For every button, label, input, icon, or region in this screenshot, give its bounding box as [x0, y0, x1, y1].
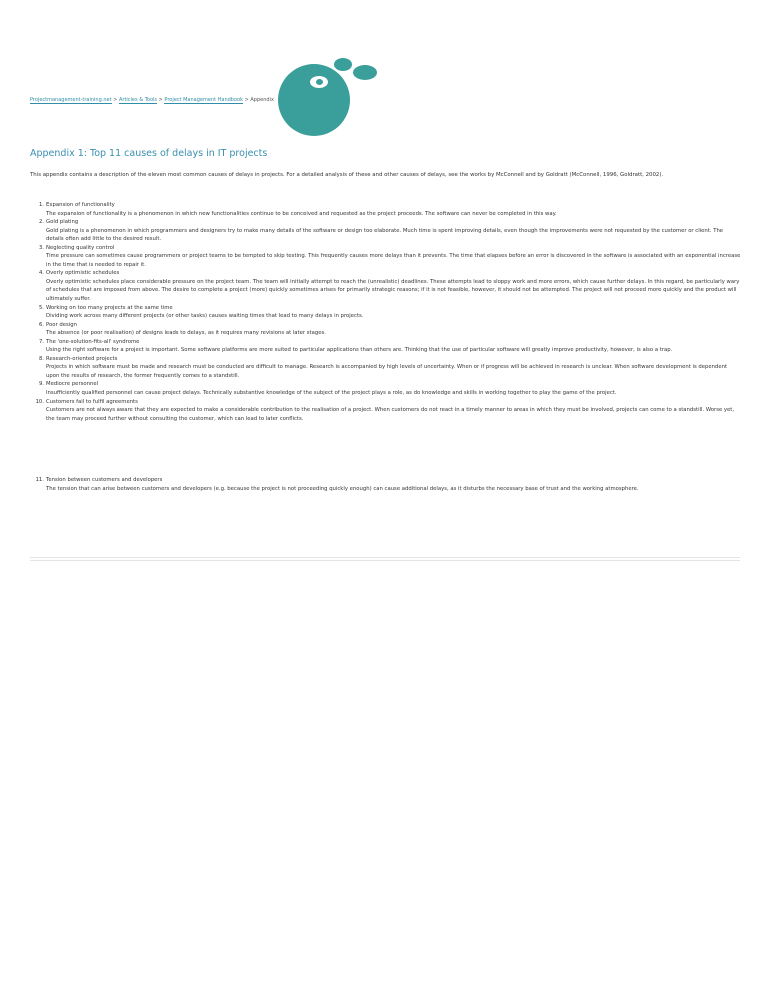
- list-item-title: Neglecting quality control: [46, 244, 115, 251]
- list-item-number: 6.: [38, 321, 44, 328]
- list-item-title: Mediocre personnel: [46, 381, 99, 388]
- list-item: [30, 244, 742, 270]
- breadcrumb-separator: >: [244, 97, 249, 103]
- list-item-title: Tension between customers and developers: [46, 477, 163, 484]
- list-item: [30, 304, 742, 321]
- list-item-number: 11.: [35, 477, 44, 484]
- list-item-description: Insufficiently qualified personnel can cause project delays. Technically substantive knowledge of the subject of the project plays a role, as do knowledge and skills in working together to play the game of the project.: [46, 390, 617, 397]
- intro-paragraph: This appendix contains a description of the eleven most common causes of delays in projects. For a detailed analysis of these and other causes of delays, see the works by McConnell and by Goldratt (McConnell, 1996, Goldratt, 2002).: [30, 172, 664, 178]
- list-item: [30, 476, 742, 493]
- list-item-number: 3.: [38, 244, 44, 251]
- list-item-number: 1.: [38, 202, 44, 208]
- logo-dot-medium: [353, 65, 377, 80]
- list-item-title: Overly optimistic schedules: [46, 270, 120, 277]
- list-item: [30, 321, 742, 338]
- breadcrumb-separator: >: [158, 97, 163, 103]
- list-item-title: Research-oriented projects: [46, 355, 118, 362]
- footer-divider: [30, 557, 740, 561]
- list-item-number: 9.: [38, 381, 44, 388]
- list-item-description: Customers are not always aware that they are expected to make a considerable contribution to the realisation of a project. When customers do not react in a timely manner to areas in which they must be involved, projects can come to a standstill. Worse yet, the team may proceed further without consulting the customer, which can lead to later conflicts.: [46, 407, 735, 422]
- list-item-description: Gold plating is a phenomenon in which programmers and designers try to make many details of the software or design too elaborate. Much time is spent improving details, even though the improvements were not requested by the customer or client. The details often add little to the desired result.: [46, 227, 724, 243]
- site-logo[interactable]: [276, 58, 380, 138]
- list-item-title: Customers fail to fulfil agreements: [46, 398, 138, 405]
- list-item-description: The tension that can arise between customers and developers (e.g. because the project is not proceeding quickly enough) can cause additional delays, as it disturbs the necessary base of trust and the working atmosphere.: [46, 485, 639, 492]
- list-item-number: 10.: [35, 398, 44, 405]
- list-item-title: Gold plating: [46, 219, 79, 226]
- logo-eye: [310, 76, 328, 88]
- list-item: [30, 355, 742, 381]
- list-item: [30, 338, 742, 355]
- list-item: [30, 380, 742, 397]
- list-item-description: The absence (or poor realisation) of designs leads to delays, as it requires many revisions at later stages.: [46, 330, 326, 337]
- list-item-title: Poor design: [46, 321, 77, 328]
- list-item-description: Time pressure can sometimes cause programmers or project teams to be tempted to skip testing. This frequently causes more delays than it prevents. The time that elapses before an error is discovered in the software is associated with an exponential increase in the time that is needed to repair it.: [46, 253, 741, 268]
- list-item: [30, 398, 742, 424]
- logo-circle: [278, 64, 350, 136]
- page-title: Appendix 1: Top 11 causes of delays in IT projects: [30, 148, 268, 159]
- breadcrumb-link-handbook[interactable]: Project Management Handbook: [164, 97, 243, 103]
- breadcrumb-link-home[interactable]: Projectmanagement-training.net: [30, 97, 112, 103]
- list-item-description: Projects in which software must be made and research must be conducted are difficult to manage. Research is accompanied by high levels of uncertainty. When or if progress will be achieved in research is unclear. When software development is dependent upon the results of research, the former frequently comes to a standstill.: [46, 364, 728, 379]
- list-item-number: 2.: [38, 219, 44, 226]
- logo-pupil: [316, 79, 323, 85]
- breadcrumb-current: Appendix: [250, 97, 274, 103]
- logo-dot-small: [334, 58, 352, 71]
- breadcrumb: [30, 97, 274, 103]
- list-item-number: 7.: [38, 338, 44, 345]
- list-item-title: Working on too many projects at the same time: [46, 304, 173, 311]
- list-item-number: 4.: [38, 270, 44, 277]
- list-item: [30, 201, 742, 218]
- breadcrumb-separator: >: [113, 97, 118, 103]
- list-item-title: The 'one-solution-fits-all' syndrome: [46, 338, 140, 345]
- list-item-number: 5.: [38, 304, 44, 311]
- list-item-description: Overly optimistic schedules place considerable pressure on the project team. The team will initially attempt to reach the (unrealistic) deadlines. These attempts lead to sloppy work and more errors, which cause further delays. In this regard, be particularly wary of schedules that are imposed from above. The desire to complete a project (more) quickly sometimes arises for primarily strategic reasons; if it is not feasible, however, it should not be attempted. The project will not proceed more quickly and the product will ultimately suffer.: [46, 278, 740, 303]
- list-item-description: Using the right software for a project is important. Some software platforms are more suited to particular applications than others are. Thinking that the use of particular software will greatly improve productivity, however, is also a trap.: [46, 347, 673, 354]
- breadcrumb-link-articles[interactable]: Articles & Tools: [118, 97, 158, 103]
- list-item-description: The expansion of functionality is a phenomenon in which new functionalities continue to be conceived and requested as the project proceeds. The software can never be completed in this way.: [46, 210, 557, 217]
- list-item: [30, 269, 742, 303]
- list-item-number: 8.: [38, 355, 44, 362]
- list-item-description: Dividing work across many different projects (or other tasks) causes waiting times that lead to many delays in projects.: [46, 313, 364, 320]
- list-item: [30, 218, 742, 244]
- list-item-title: Expansion of functionality: [46, 202, 115, 208]
- causes-list: [30, 201, 742, 493]
